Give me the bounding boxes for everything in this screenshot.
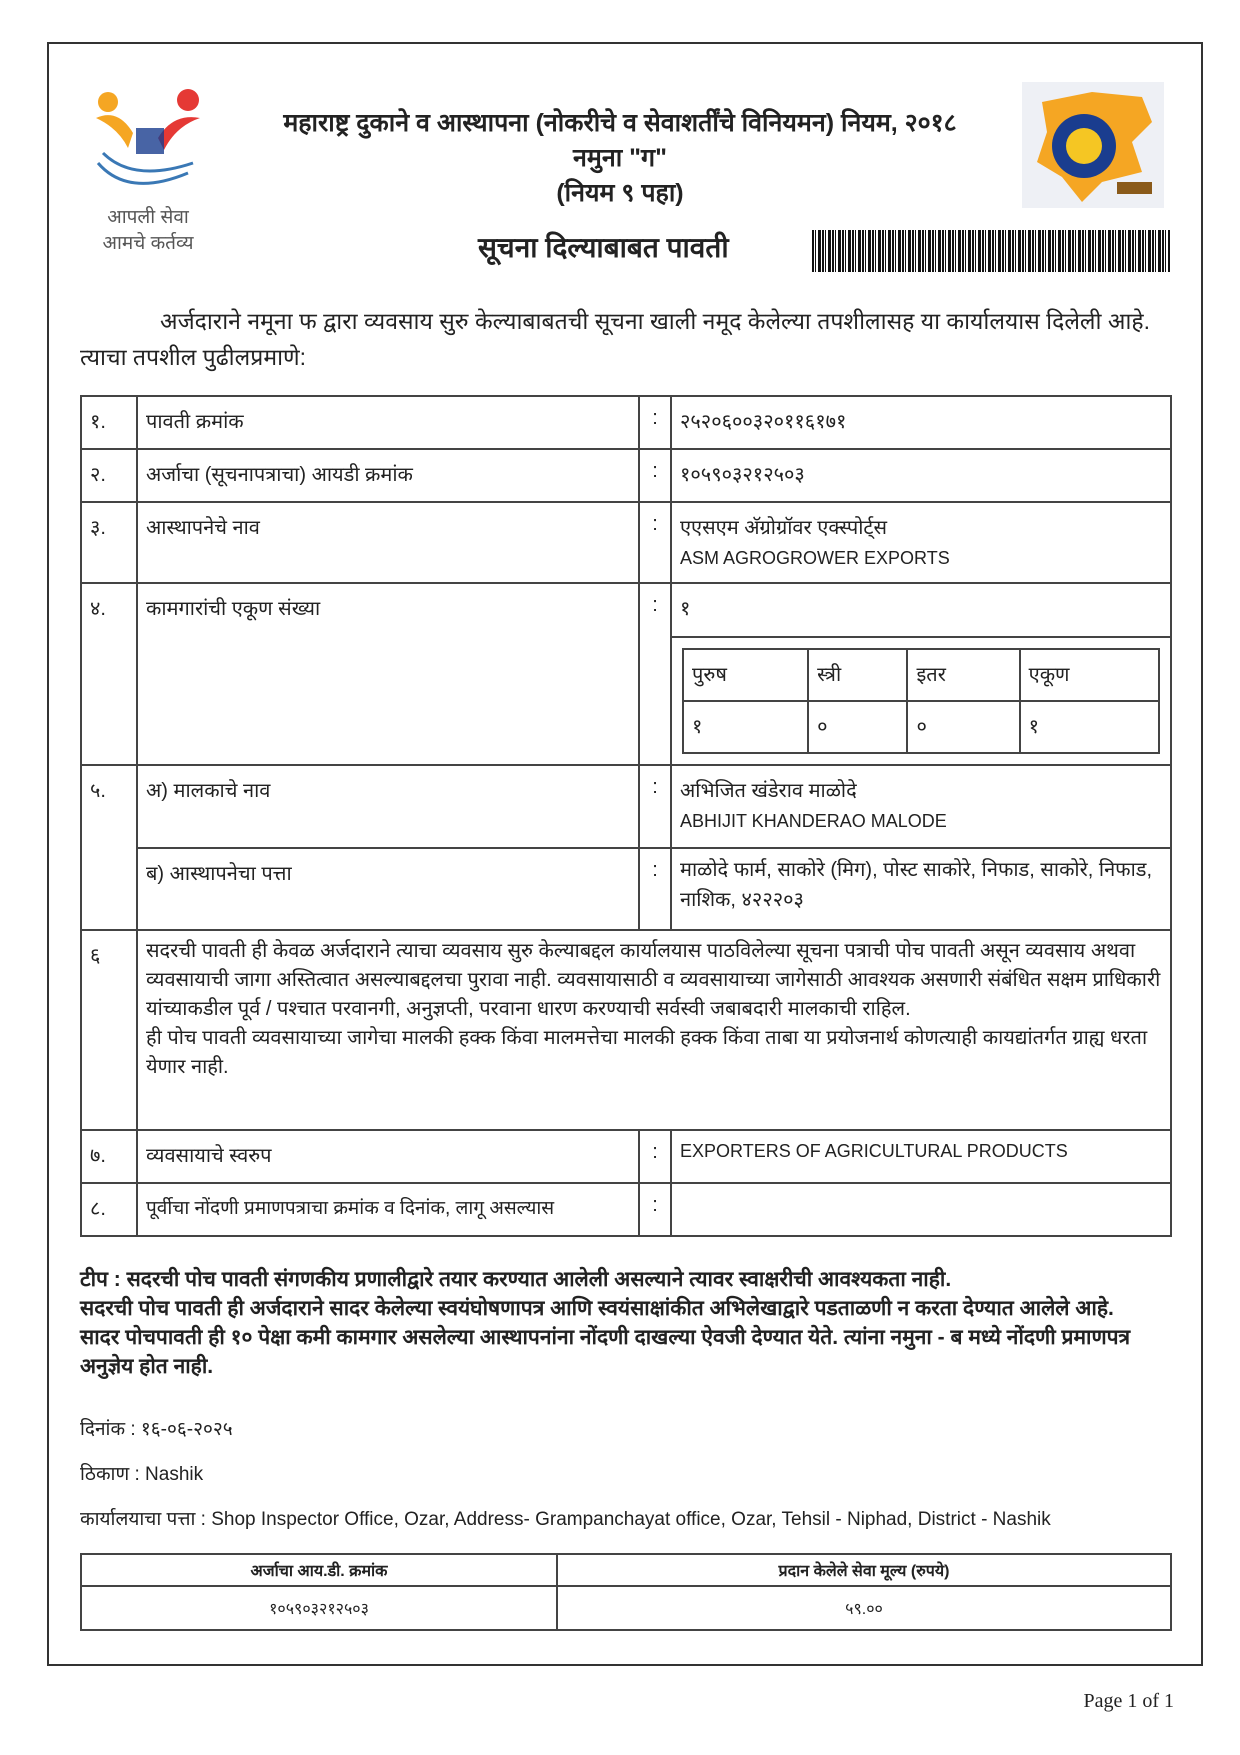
colon: : (639, 1130, 671, 1183)
row-label: व्यवसायाचे स्वरुप (137, 1130, 639, 1183)
form-number: नमुना "ग" (573, 144, 667, 172)
row-label: आस्थापनेचे नाव (137, 502, 639, 583)
fee-header-id: अर्जाचा आय.डी. क्रमांक (81, 1554, 557, 1586)
establishment-name (671, 502, 1171, 583)
colon: : (639, 765, 671, 848)
colon: : (639, 502, 671, 583)
previous-registration (671, 1183, 1171, 1236)
receipt-date: दिनांक : १६-०६-२०२५ (80, 1419, 233, 1440)
receipt-number: २५२०६००३२०११६१७१ (671, 396, 1171, 449)
header-other: इतर (907, 649, 1019, 701)
disclaimer-para-1: सदरची पावती ही केवळ अर्जदाराने त्याचा व्यवसाय सुरु केल्याबद्दल कार्यालयास पाठविलेल्या सूचना पत्राची पोच पावती असून व्यवसाय अथवा व्यवसायाची जागा अस्तित्वात असल्याबद्दलचा पुरावा नाही. व्यवसायासाठी व व्यवसायाच्या जागेसाठी आवश्यक असणारी संबंधित सक्षम प्राधिकारी यांच्याकडील पूर्व / पश्चात परवानगी, अनुज्ञप्ती, परवाना धारण करण्याची सर्वस्वी जबाबदारी मालकाची राहिल. (146, 940, 1161, 1020)
value-male: १ (683, 701, 808, 753)
value-female: ० (808, 701, 907, 753)
logo-tagline-1: आपली सेवा (107, 207, 189, 228)
row-number: ३. (81, 502, 137, 583)
fee-table (80, 1553, 1172, 1631)
workers-table (682, 648, 1160, 754)
total-workers: १ (671, 583, 1171, 637)
value-other: ० (907, 701, 1019, 753)
form-rule: (नियम ९ पहा) (556, 179, 684, 207)
fee-application-id: १०५९०३२१२५०३ (81, 1586, 557, 1630)
header-total: एकूण (1020, 649, 1159, 701)
owner-name-en: ABHIJIT KHANDERAO MALODE (680, 811, 947, 831)
fee-header-amount: प्रदान केलेले सेवा मूल्य (रुपये) (557, 1554, 1171, 1586)
owner-name-mr: अभिजित खंडेराव माळोदे (680, 780, 857, 802)
table-row (81, 502, 1171, 583)
logo-tagline-2: आमचे कर्तव्य (102, 233, 194, 254)
row-label: ब) आस्थापनेचा पत्ता (137, 848, 639, 930)
application-id: १०५९०३२१२५०३ (671, 449, 1171, 502)
table-row (81, 1183, 1171, 1236)
row-number: ७. (81, 1130, 137, 1183)
row-label: कामगारांची एकूण संख्या (137, 583, 639, 765)
row-number: २. (81, 449, 137, 502)
establishment-name-en: ASM AGROGROWER EXPORTS (680, 548, 950, 568)
receipt-place: ठिकाण : Nashik (80, 1464, 204, 1485)
hands-logo-icon (88, 78, 208, 198)
header-female: स्त्री (808, 649, 907, 701)
note-block (80, 1265, 1175, 1381)
department-emblem (1022, 82, 1164, 208)
row-label: पूर्वीचा नोंदणी प्रमाणपत्राचा क्रमांक व दिनांक, लागू असल्यास (137, 1183, 639, 1236)
row-number: ६ (81, 930, 137, 1130)
table-row (81, 583, 1171, 637)
table-row (81, 930, 1171, 1130)
barcode (812, 230, 1170, 272)
aaple-sarkar-logo (88, 78, 208, 254)
receipt-title: सूचना दिल्याबाबत पावती (478, 232, 729, 263)
workers-breakdown (671, 637, 1171, 765)
colon: : (639, 449, 671, 502)
details-table (80, 395, 1172, 1237)
form-title: महाराष्ट्र दुकाने व आस्थापना (नोकरीचे व सेवाशर्तींचे विनियमन) नियम, २०१८ (283, 109, 957, 137)
value-total: १ (1020, 701, 1159, 753)
row-number: १. (81, 396, 137, 449)
row-label: अ) मालकाचे नाव (137, 765, 639, 848)
note-line-1: टीप : सदरची पोच पावती संगणकीय प्रणालीद्वारे तयार करण्यात आलेली असल्याने त्यावर स्वाक्षरीची आवश्यकता नाही. (80, 1268, 952, 1291)
table-row (81, 765, 1171, 848)
row-number: ४. (81, 583, 137, 765)
row-label: पावती क्रमांक (137, 396, 639, 449)
note-line-3: सादर पोचपावती ही १० पेक्षा कमी कामगार असलेल्या आस्थापनांना नोंदणी दाखल्या ऐवजी देण्यात येते. त्यांना नमुना - ब मध्ये नोंदणी प्रमाणपत्र अनुज्ञेय होत नाही. (80, 1326, 1131, 1378)
fee-amount: ५९.०० (557, 1586, 1171, 1630)
table-row (81, 449, 1171, 502)
colon: : (639, 396, 671, 449)
colon: : (639, 1183, 671, 1236)
table-row (81, 1130, 1171, 1183)
page-number: Page 1 of 1 (1083, 1690, 1174, 1712)
owner-name (671, 765, 1171, 848)
business-nature: EXPORTERS OF AGRICULTURAL PRODUCTS (671, 1130, 1171, 1183)
row-label: अर्जाचा (सूचनापत्राचा) आयडी क्रमांक (137, 449, 639, 502)
row-number: ८. (81, 1183, 137, 1236)
note-line-2: सदरची पोच पावती ही अर्जदाराने सादर केलेल्या स्वयंघोषणापत्र आणि स्वयंसाक्षांकीत अभिलेखाद्वारे पडताळणी न करता देण्यात आलेले आहे. (80, 1297, 1114, 1320)
header-male: पुरुष (683, 649, 808, 701)
disclaimer-para-2: ही पोच पावती व्यवसायाच्या जागेचा मालकी हक्क किंवा मालमत्तेचा मालकी हक्क किंवा ताबा या प्रयोजनार्थ कोणत्याही कायद्यांतर्गत ग्राह्य धरता येणार नाही. (146, 1027, 1148, 1078)
maharashtra-map-gear-icon (1022, 82, 1164, 208)
office-address: कार्यालयाचा पत्ता : Shop Inspector Office, Ozar, Address- Grampanchayat office, Ozar, Tehsil - Niphad, District - Nashik (80, 1509, 1051, 1530)
row-number: ५. (81, 765, 137, 930)
table-row (81, 396, 1171, 449)
disclaimer-text (137, 930, 1171, 1130)
establishment-name-mr: एएसएम अ‍ॅग्रोग्रॉवर एक्स्पोर्ट्स (680, 517, 888, 539)
intro-text: अर्जदाराने नमूना फ द्वारा व्यवसाय सुरु केल्याबाबतची सूचना खाली नमूद केलेल्या तपशीलासह या कार्यालयास दिलेली आहे. त्याचा तपशील पुढीलप्रमाणे: (80, 308, 1150, 370)
establishment-address: माळोदे फार्म, साकोरे (मिग), पोस्ट साकोरे, निफाड, साकोरे, निफाड, नाशिक, ४२२२०३ (671, 848, 1171, 930)
table-row (81, 848, 1171, 930)
colon: : (639, 848, 671, 930)
colon: : (639, 583, 671, 765)
